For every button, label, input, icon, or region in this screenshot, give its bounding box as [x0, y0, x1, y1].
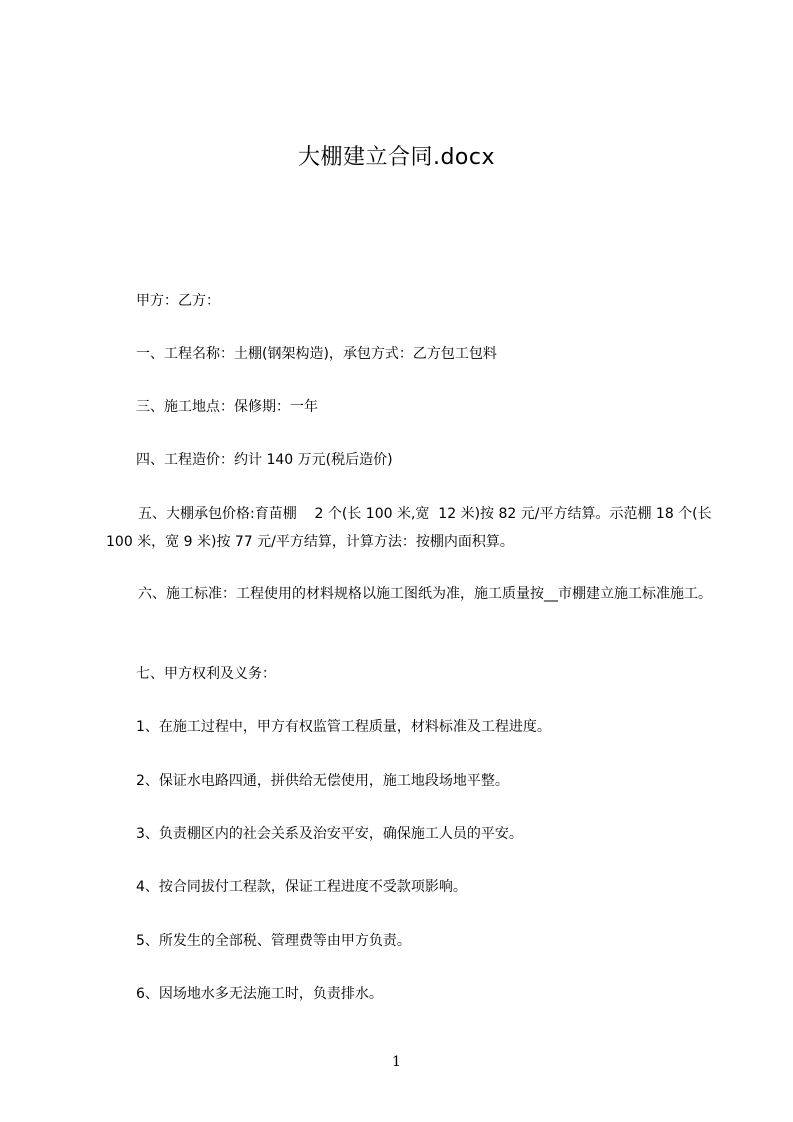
paragraph-item-3: 3、负责棚区内的社会关系及治安平安，确保施工人员的平安。 [136, 826, 523, 842]
paragraph-item-5: 5、所发生的全部税、管理费等由甲方负责。 [136, 933, 411, 949]
paragraph-item-1: 1、在施工过程中，甲方有权监管工程质量，材料标准及工程进度。 [136, 719, 551, 735]
paragraph-cost: 四、工程造价：约计 140 万元(税后造价) [136, 452, 393, 468]
paragraph-location: 三、施工地点：保修期：一年 [136, 399, 318, 415]
paragraph-party-a-rights: 七、甲方权利及义务： [136, 666, 276, 682]
paragraph-standard: 六、施工标准：工程使用的材料规格以施工图纸为准，施工质量按__市棚建立施工标准施工。 [138, 586, 712, 602]
document-title: 大棚建立合同.docx [297, 145, 496, 170]
paragraph-parties: 甲方：乙方： [136, 293, 220, 309]
paragraph-price: 五、大棚承包价格:育苗棚 2 个(长 100 米,宽 12 米)按 82 元/平方结算。示范棚 18 个(长 100 米，宽 9 米)按 77 元/平方结算，计算方法：按棚内面积算。 [106, 506, 717, 550]
page-number: 1 [392, 1054, 401, 1070]
paragraph-project-name: 一、工程名称：土棚(钢架构造)，承包方式：乙方包工包料 [136, 346, 497, 362]
paragraph-item-4: 4、按合同拔付工程款，保证工程进度不受款项影响。 [136, 879, 467, 895]
paragraph-item-6: 6、因场地水多无法施工时，负责排水。 [136, 986, 383, 1002]
paragraph-item-2: 2、保证水电路四通，拼供给无偿使用，施工地段场地平整。 [136, 773, 509, 789]
